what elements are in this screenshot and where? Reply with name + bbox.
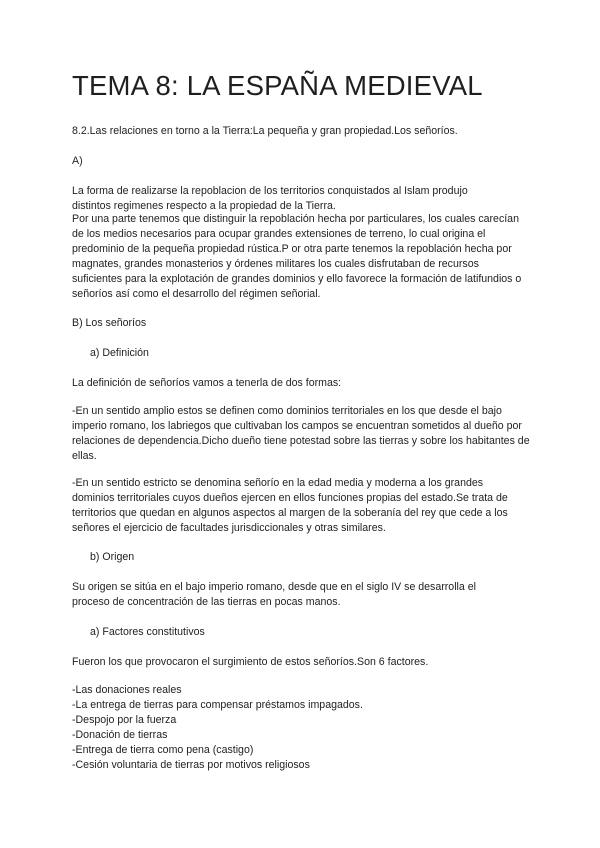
list-item: -Las donaciones reales (72, 684, 182, 696)
subheading-origen: b) Origen (90, 551, 135, 563)
sentido-estricto-paragraph: -En un sentido estricto se denomina señorío en la edad media y moderna a los grandes dominios territoriales cuyos dueños ejercen en ellos funciones propias del estado.Se trata de territorios que quedan en algunos aspectos al margen de la soberanía del rey que cede a los señores el ejercicio de facultades jurisdiccionales y otras similares. (72, 477, 508, 534)
origen-paragraph: Su origen se sitúa en el bajo imperio romano, desde que en el siglo IV se desarrolla el proceso de concentración de las tierras en pocas manos. (72, 581, 476, 608)
factores-list (72, 683, 363, 773)
list-item: -Entrega de tierra como pena (castigo) (72, 744, 254, 756)
list-item: -Donación de tierras (72, 729, 168, 741)
section-subtitle: 8.2.Las relaciones en torno a la Tierra:La pequeña y gran propiedad.Los señoríos. (72, 125, 458, 137)
page-title: TEMA 8: LA ESPAÑA MEDIEVAL (72, 70, 483, 101)
section-a-paragraph-2: Por una parte tenemos que distinguir la repoblación hecha por particulares, los cuales carecían de los medios necesarios para ocupar grandes extensiones de terreno, lo cual origina el predominio de la pequeña propiedad rústica.P or otra parte tenemos la repoblación hecha por magnates, grandes monasterios y órdenes militares los cuales disfrutaban de recursos suficientes para la explotación de grandes dominios y ello favorece la formación de latifundios o señoríos así como el desarrollo del régimen señorial. (72, 213, 522, 300)
sentido-amplio-paragraph: -En un sentido amplio estos se definen como dominios territoriales en los que desde el bajo imperio romano, los labriegos que cultivaban los campos se encuentran sometidos al dueño por relaciones de dependencia.Dicho dueño tiene potestad sobre las tierras y sobre los habitantes de ellas. (72, 405, 530, 462)
section-a-label: A) (72, 155, 83, 167)
list-item: -Cesión voluntaria de tierras por motivos religiosos (72, 759, 310, 771)
list-item: -La entrega de tierras para compensar préstamos impagados. (72, 699, 363, 711)
subheading-factores: a) Factores constitutivos (90, 626, 205, 638)
definicion-intro: La definición de señoríos vamos a tenerla de dos formas: (72, 377, 342, 389)
section-b-label: B) Los señoríos (72, 317, 147, 329)
section-a-paragraph-1: La forma de realizarse la repoblacion de los territorios conquistados al Islam produjo distintos regimenes respecto a la propiedad de la Tierra. (72, 185, 468, 212)
subheading-definicion: a) Definición (90, 347, 149, 359)
list-item: -Despojo por la fuerza (72, 714, 177, 726)
factores-intro: Fueron los que provocaron el surgimiento de estos señoríos.Son 6 factores. (72, 656, 429, 668)
